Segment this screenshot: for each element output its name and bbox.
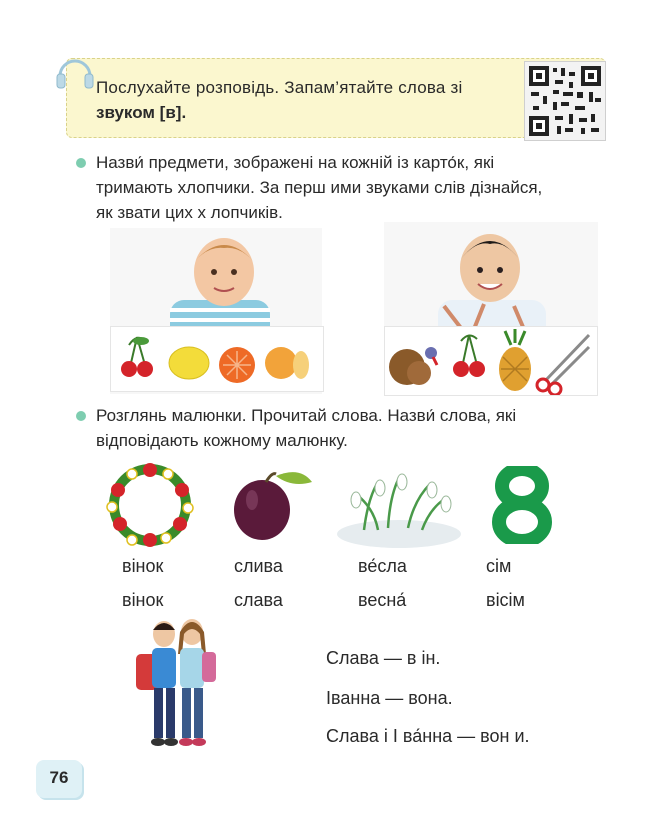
number-eight-image [490,466,554,544]
word-2-3: весна́ [358,590,407,610]
sentence-3: Слава і І ва́нна — вон и. [326,726,530,746]
word-2-4: вісім [486,590,525,610]
children-image [126,614,226,754]
apricot-icon [265,347,309,379]
bullet-point [76,158,86,168]
task1-line3: як звати цих х лопчиків. [96,203,283,222]
turkey-icon [389,347,437,385]
word-2-1: вінок [122,590,164,610]
word-1-2: слива [234,556,283,576]
listen-instruction-text: Послухайте розповідь. Запам’ятайте слова зі [96,78,463,97]
word-1-4: сім [486,556,512,576]
task1-line2: тримають хлопчики. За перш ими звуками слів дізнайся, [96,178,543,197]
cherries-icon [121,337,153,377]
word-2-2: слава [234,590,283,610]
bullet-point [76,411,86,421]
lemon-icon [169,347,209,379]
picture-card-right [384,326,598,396]
task2-line1: Розглянь малюнки. Прочитай слова. Назви́ слова, які [96,406,517,425]
plum-image [228,466,316,546]
page-number: 76 [49,768,69,787]
snowdrops-image [334,464,464,548]
headphones-icon [54,50,96,94]
picture-card-left [110,326,324,392]
cherries-icon-2 [453,335,485,377]
listen-instruction-bold: звуком [в]. [96,103,187,122]
sentence-1: Слава — в ін. [326,648,441,668]
task2-line2: відповідають кожному малюнку. [96,431,348,450]
word-1-1: вінок [122,556,164,576]
qr-code[interactable] [524,61,606,141]
pineapple-icon [499,329,531,391]
scissors-icon [537,335,589,395]
word-1-3: ве́сла [358,556,407,576]
flower-wreath-image [104,460,196,550]
sentence-2: Іванна — вона. [326,688,453,708]
task1-line1: Назви́ предмети, зображені на кожній із карто́к, які [96,153,495,172]
